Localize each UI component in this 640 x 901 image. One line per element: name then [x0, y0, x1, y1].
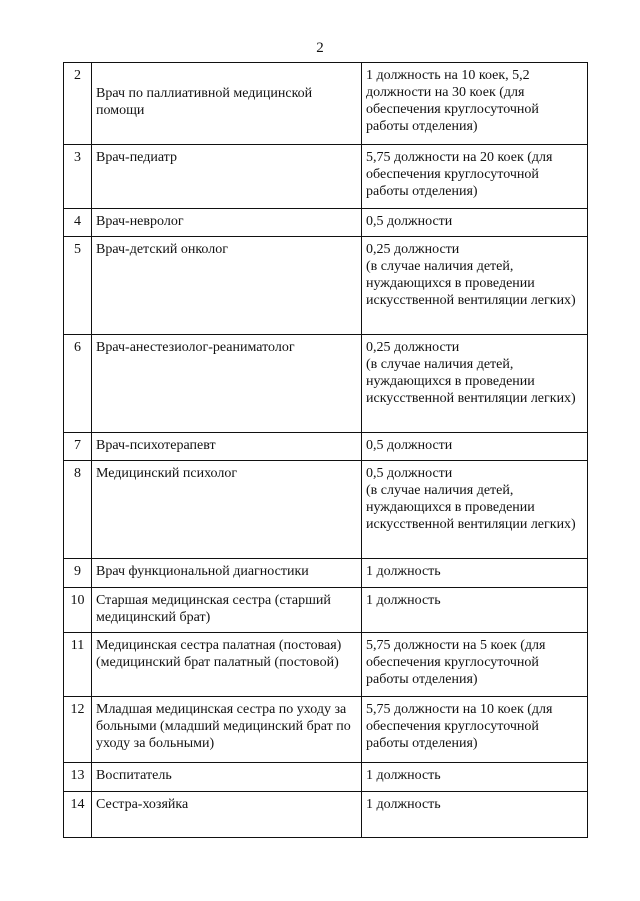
table-row: [64, 237, 588, 335]
row-number: 12: [64, 697, 92, 763]
staffing-table: [63, 62, 588, 838]
table-row: [64, 433, 588, 461]
row-number: 4: [64, 209, 92, 237]
table-row: [64, 792, 588, 838]
norm-cell: 5,75 должности на 5 коек (для обеспечения круглосуточной работы отделения): [362, 633, 588, 697]
norm-cell: 1 должность: [362, 763, 588, 792]
norm-cell: 0,5 должности (в случае наличия детей, нуждающихся в проведении искусственной вентиляции легких): [362, 461, 588, 559]
position-cell: Врач-детский онколог: [92, 237, 362, 335]
row-number: 13: [64, 763, 92, 792]
table-row: [64, 763, 588, 792]
table-row: [64, 145, 588, 209]
norm-cell: 1 должность на 10 коек, 5,2 должности на 30 коек (для обеспечения круглосуточной работы отделения): [362, 63, 588, 145]
position-cell: Медицинская сестра палатная (постовая) (медицинский брат палатный (постовой): [92, 633, 362, 697]
position-cell: Сестра-хозяйка: [92, 792, 362, 838]
position-cell: Врач-невролог: [92, 209, 362, 237]
norm-cell: 0,5 должности: [362, 433, 588, 461]
norm-cell: 0,5 должности: [362, 209, 588, 237]
row-number: 7: [64, 433, 92, 461]
position-cell: Врач функциональной диагностики: [92, 559, 362, 588]
row-number: 8: [64, 461, 92, 559]
row-number: 6: [64, 335, 92, 433]
position-cell: Воспитатель: [92, 763, 362, 792]
row-number: 14: [64, 792, 92, 838]
row-number: 5: [64, 237, 92, 335]
table-row: [64, 588, 588, 633]
row-number: 10: [64, 588, 92, 633]
row-number: 2: [64, 63, 92, 145]
norm-cell: 5,75 должности на 20 коек (для обеспечения круглосуточной работы отделения): [362, 145, 588, 209]
table-row: [64, 559, 588, 588]
row-number: 9: [64, 559, 92, 588]
position-cell: Врач-анестезиолог-реаниматолог: [92, 335, 362, 433]
norm-cell: 1 должность: [362, 792, 588, 838]
table-row: [64, 335, 588, 433]
position-cell: Врач-педиатр: [92, 145, 362, 209]
page-number: 2: [316, 40, 324, 56]
position-cell: Врач по паллиативной медицинской помощи: [92, 63, 362, 145]
position-cell: Старшая медицинская сестра (старший медицинский брат): [92, 588, 362, 633]
norm-cell: 5,75 должности на 10 коек (для обеспечения круглосуточной работы отделения): [362, 697, 588, 763]
table-row: [64, 633, 588, 697]
norm-cell: 1 должность: [362, 588, 588, 633]
norm-cell: 0,25 должности (в случае наличия детей, нуждающихся в проведении искусственной вентиляции легких): [362, 335, 588, 433]
norm-cell: 0,25 должности (в случае наличия детей, нуждающихся в проведении искусственной вентиляции легких): [362, 237, 588, 335]
norm-cell: 1 должность: [362, 559, 588, 588]
table-row: [64, 63, 588, 145]
position-cell: Младшая медицинская сестра по уходу за больными (младший медицинский брат по уходу за больными): [92, 697, 362, 763]
position-cell: Медицинский психолог: [92, 461, 362, 559]
row-number: 11: [64, 633, 92, 697]
table-row: [64, 461, 588, 559]
table-row: [64, 697, 588, 763]
row-number: 3: [64, 145, 92, 209]
position-cell: Врач-психотерапевт: [92, 433, 362, 461]
table-row: [64, 209, 588, 237]
